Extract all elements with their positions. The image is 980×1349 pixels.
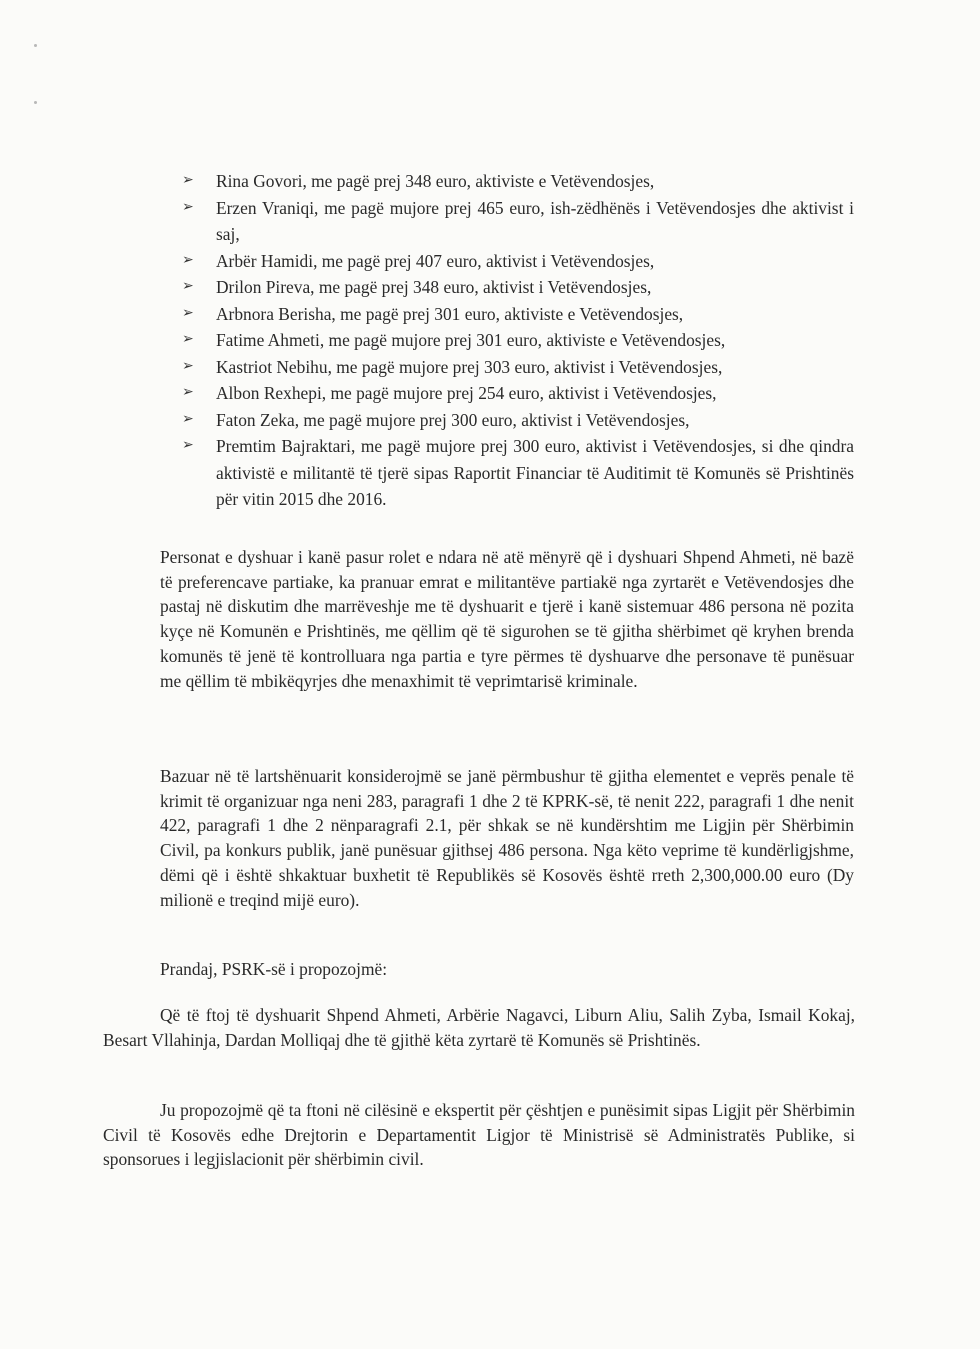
arrow-bullet-icon: ➢ xyxy=(182,332,194,347)
list-item: ➢ Premtim Bajraktari, me pagë mujore prej 300 euro, aktivist i Vetëvendosjes, si dhe qindra aktivistë e militantë të tjerë sipas Raportit Financiar të Auditimit të Komunës së Prishtinës për vitin 2015 dhe 2016. xyxy=(178,433,854,513)
scan-speck xyxy=(34,101,37,104)
list-item: ➢ Kastriot Nebihu, me pagë mujore prej 303 euro, aktivist i Vetëvendosjes, xyxy=(178,354,854,381)
paragraph-invite-expert: Ju propozojmë që ta ftoni në cilësinë e ekspertit për çështjen e punësimit sipas Ligjit për Shërbimin Civil të Kosovës edhe Drejtorin e Departamentit Ligjor të Ministrisë së Administratës Publike, si sponsorues i legjislacionit për shërbimin civil. xyxy=(103,1100,855,1170)
arrow-bullet-icon: ➢ xyxy=(182,279,194,294)
arrow-bullet-icon: ➢ xyxy=(182,411,194,427)
list-item: ➢ Arbër Hamidi, me pagë prej 407 euro, aktivist i Vetëvendosjes, xyxy=(178,248,854,275)
list-item: ➢ Erzen Vraniqi, me pagë mujore prej 465 euro, ish-zëdhënës i Vetëvendosjes dhe aktivist i saj, xyxy=(178,195,854,248)
paragraph-proposal-intro: Prandaj, PSRK-së i propozojmë: xyxy=(160,959,388,979)
employee-list xyxy=(178,168,854,513)
paragraph-invite-suspects: Që të ftoj të dyshuarit Shpend Ahmeti, Arbërie Nagavci, Liburn Aliu, Salih Zyba, Ismail Kokaj, Besart Vllahinja, Dardan Molliqaj dhe të gjithë këta zyrtarë të Komunës së Prishtinës. xyxy=(103,1005,855,1050)
arrow-bullet-icon: ➢ xyxy=(182,438,194,453)
list-item: ➢ Albon Rexhepi, me pagë mujore prej 254 euro, aktivist i Vetëvendosjes, xyxy=(178,380,854,407)
list-item: ➢ Drilon Pireva, me pagë prej 348 euro, aktivist i Vetëvendosjes, xyxy=(178,274,854,301)
list-item: ➢ Fatime Ahmeti, me pagë mujore prej 301 euro, aktiviste e Vetëvendosjes, xyxy=(178,327,854,354)
arrow-bullet-icon: ➢ xyxy=(182,305,194,321)
scan-speck xyxy=(34,44,37,47)
list-item: ➢ Faton Zeka, me pagë mujore prej 300 euro, aktivist i Vetëvendosjes, xyxy=(178,407,854,434)
list-item: ➢ Arbnora Berisha, me pagë prej 301 euro, aktiviste e Vetëvendosjes, xyxy=(178,301,854,328)
arrow-bullet-icon: ➢ xyxy=(182,252,194,268)
arrow-bullet-icon: ➢ xyxy=(182,385,194,400)
paragraph-legal-basis: Bazuar në të lartshënuarit konsiderojmë se janë përmbushur të gjitha elementet e veprës penale të krimit të organizuar nga neni 283, paragrafi 1 dhe 2 të KPRK-së, të nenit 222, paragrafi 1 dhe nenit 422, paragrafi 1 dhe 2 nënparagrafi 2.1, për shkak se në kundërshtim me Ligjin për Shërbimin Civil, pa konkurs publik, janë punësuar gjithsej 486 persona. Nga këto veprime të kundërligjshme, dëmi që i është shkaktuar buxhetit të Republikës së Kosovës është rreth 2,300,000.00 euro (Dy milionë e treqind mijë euro). xyxy=(160,766,854,910)
list-item: ➢ Rina Govori, me pagë prej 348 euro, aktiviste e Vetëvendosjes, xyxy=(178,168,854,195)
arrow-bullet-icon: ➢ xyxy=(182,173,194,188)
arrow-bullet-icon: ➢ xyxy=(182,358,194,374)
arrow-bullet-icon: ➢ xyxy=(182,199,194,215)
paragraph-suspect-roles: Personat e dyshuar i kanë pasur rolet e ndara në atë mënyrë që i dyshuari Shpend Ahmeti, në bazë të preferencave partiake, ka pranuar emrat e militantëve partiakë nga zyrtarët e Vetëvendosjes dhe pastaj në diskutim dhe marrëveshje me të dyshuarit e tjerë i kanë sistemuar 486 persona në pozita kyçe në Komunën e Prishtinës, me qëllim që të sigurohen se të gjitha shërbimet që kryhen brenda komunës të jenë të kontrolluara nga partia e tyre përmes të dyshuarve dhe personave të punësuar me qëllim të mbikëqyrjes dhe menaxhimit të veprimtarisë kriminale. xyxy=(160,547,854,691)
